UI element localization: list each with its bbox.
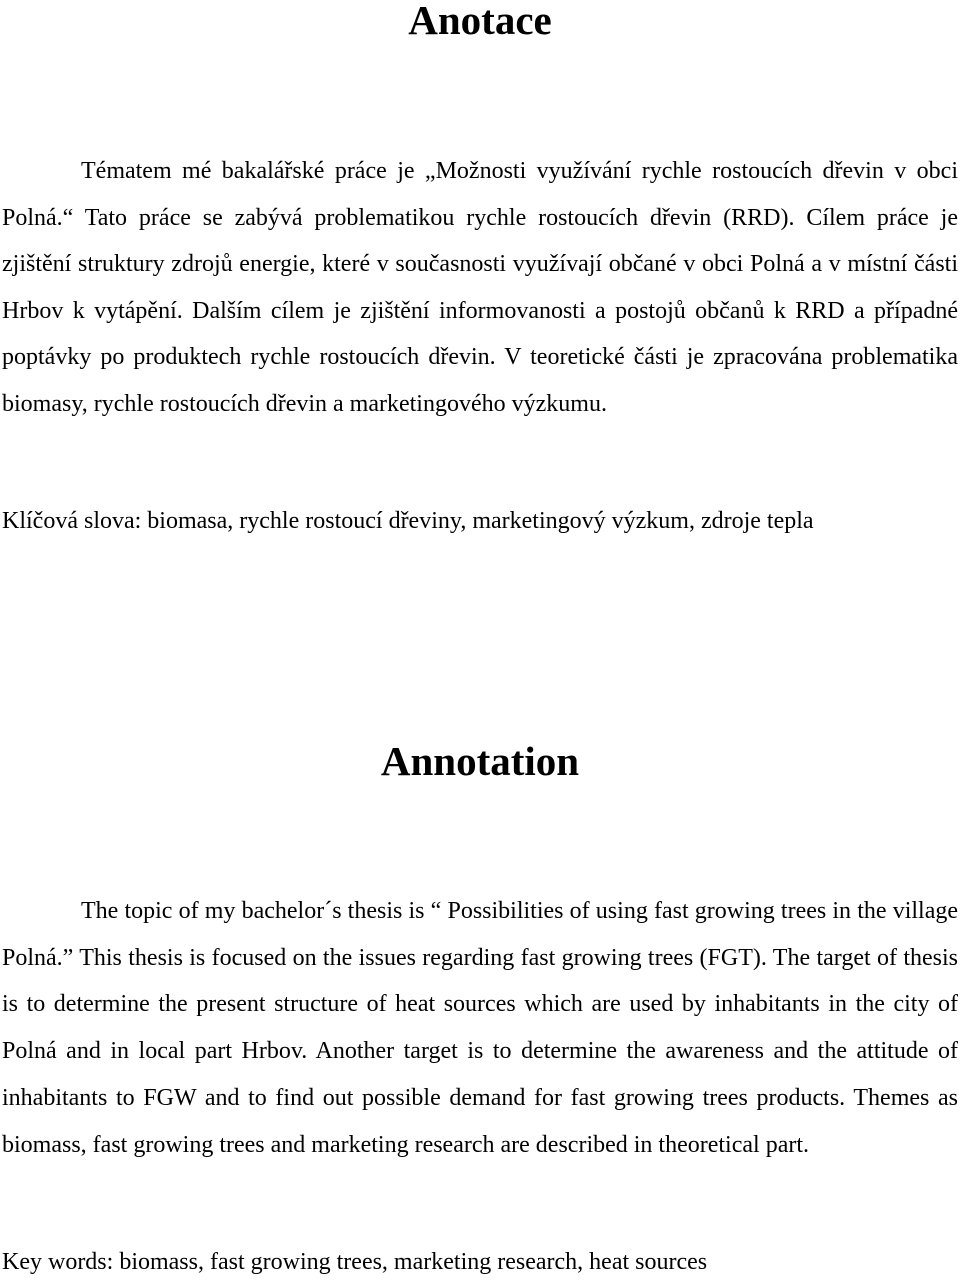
keywords-english: Key words: biomass, fast growing trees, marketing research, heat sources (2, 1249, 708, 1275)
annotation-text-czech: Tématem mé bakalářské práce je „Možnosti využívání rychle rostoucích dřevin v obci Polná.“ Tato práce se zabývá problematikou rychle rostoucích dřevin (RRD). Cílem práce je zjištění struktury zdrojů energie, které v současnosti využívají občané v obci Polná a v místní části Hrbov k vytápění. Dalším cílem je zjištění informovanosti a postojů občanů k RRD a případné poptávky po produktech rychle rostoucích dřevin. V teoretické části je zpracována problematika biomasy, rychle rostoucích dřevin a marketingového výzkumu. (2, 158, 958, 417)
annotation-text-english: The topic of my bachelor´s thesis is “ Possibilities of using fast growing trees in the village Polná.” This thesis is focused on the issues regarding fast growing trees (FGT). The target of thesis is to determine the present structure of heat sources which are used by inhabitants in the city of Polná and in local part Hrbov. Another target is to determine the awareness and the attitude of inhabitants to FGW and to find out possible demand for fast growing trees products. Themes as biomass, fast growing trees and marketing research are described in theoretical part. (2, 898, 958, 1158)
annotation-paragraph-czech (2, 148, 958, 428)
page-title-czech: Anotace (408, 0, 552, 43)
page-title-english: Annotation (380, 738, 580, 784)
keywords-czech: Klíčová slova: biomasa, rychle rostoucí dřeviny, marketingový výzkum, zdroje tepla (2, 508, 814, 534)
annotation-paragraph-english (2, 888, 958, 1168)
